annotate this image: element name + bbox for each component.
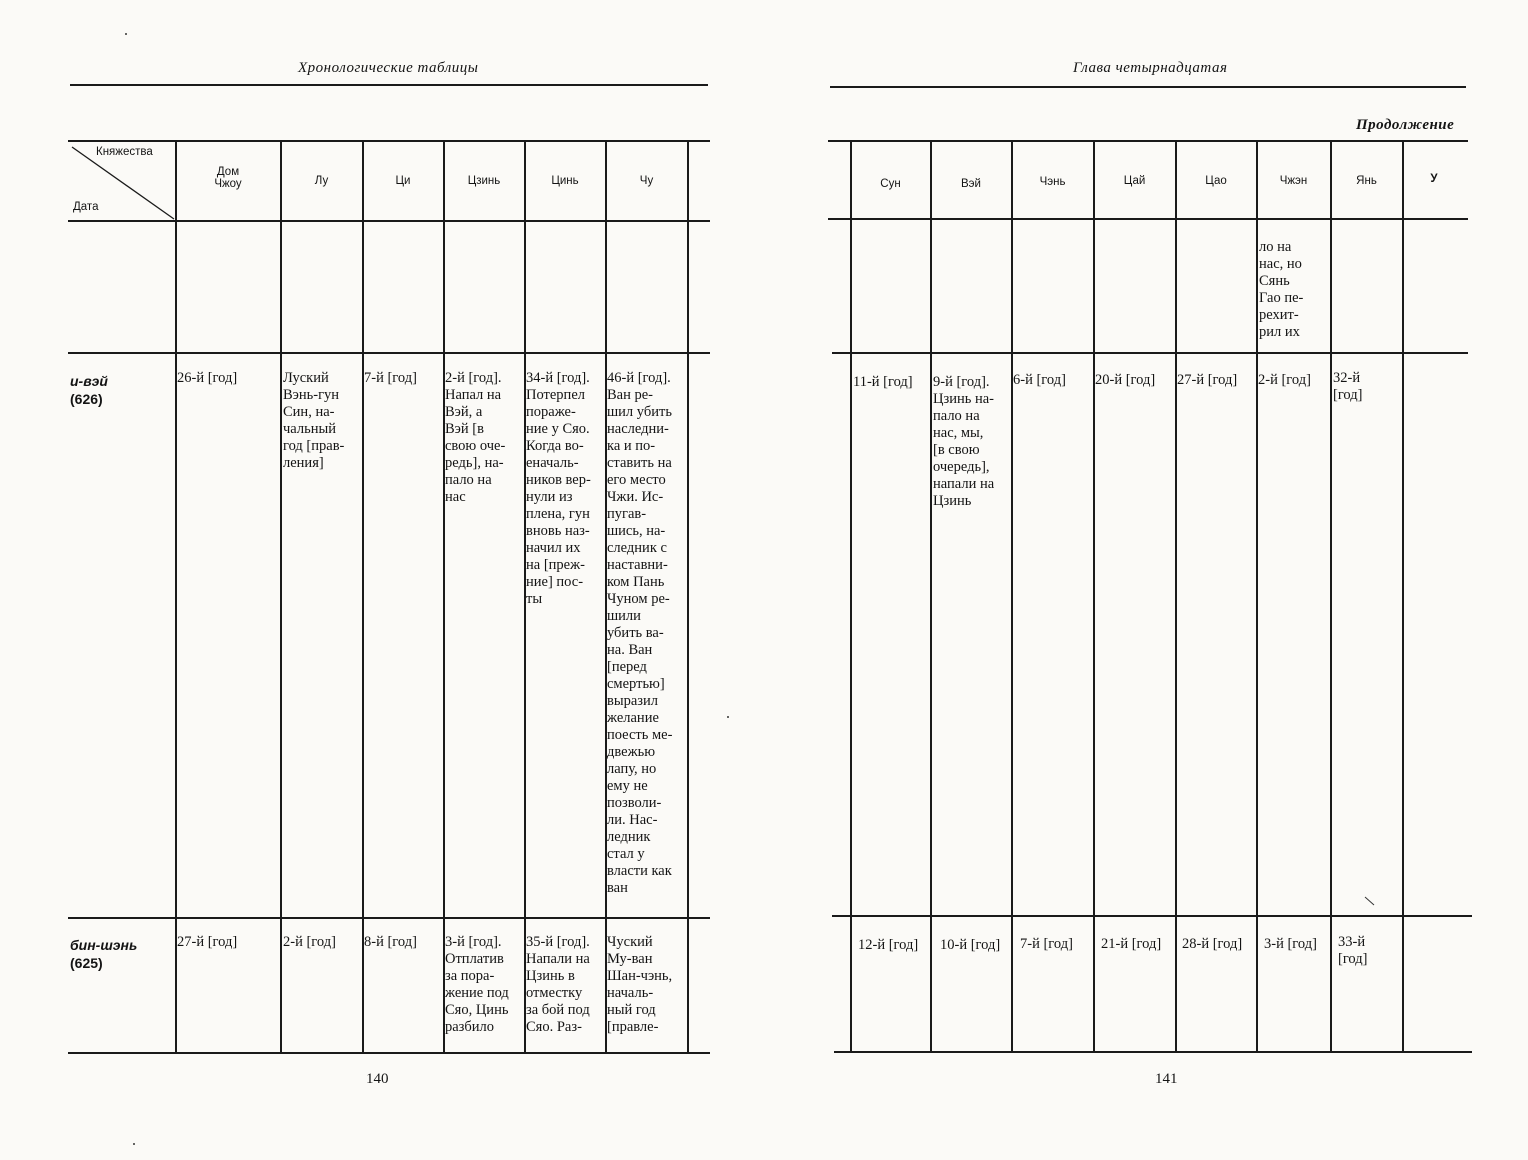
right-running-header: Глава четырнадцатая (1073, 60, 1228, 76)
cell-qi: 7-й [год] (364, 370, 417, 386)
date-year: (625) (70, 955, 103, 971)
left-col-rule (443, 142, 445, 1052)
left-col-rule (687, 142, 689, 1052)
left-header-rule (70, 84, 708, 86)
col-head-jin: Цзинь (467, 175, 501, 187)
right-col-rule (1256, 142, 1258, 1052)
cell-chen: 7-й [год] (1020, 936, 1073, 952)
left-table-bottom-rule (68, 1052, 710, 1054)
page-number: 140 (366, 1071, 389, 1087)
cell-song: 12-й [год] (858, 937, 919, 953)
right-col-rule (1093, 142, 1095, 1052)
left-col-rule (362, 142, 364, 1052)
left-col-rule (175, 142, 177, 1052)
col-head-lu: Лу (314, 175, 329, 187)
cell-cai: 20-й [год] (1095, 372, 1156, 388)
right-table-top-rule (828, 140, 1468, 142)
right-head-bottom-rule (828, 218, 1468, 220)
cell-cai: 21-й [год] (1101, 936, 1162, 952)
col-head-wei: Вэй (961, 178, 981, 190)
cell-qin: 35-й [год]. Напали на Цзинь в отместку за бой под Сяо. Раз- (526, 934, 590, 1035)
right-row-rule-2 (832, 915, 1472, 917)
date-cyclical-name: и-вэй (70, 373, 108, 389)
right-col-rule (1175, 142, 1177, 1052)
cell-chu: Чуский Му-ван Шан-чэнь, началь- ный год [правле- (607, 934, 673, 1035)
col-head-cai: Цай (1123, 175, 1146, 187)
print-speck (133, 1143, 135, 1145)
right-row-rule-1 (832, 352, 1468, 354)
print-speck (125, 33, 127, 35)
cell-jin: 2-й [год]. Напал на Вэй, а Вэй [в свою оче- редь], на- пало на нас (445, 370, 506, 505)
col-head-zheng: Чжэн (1279, 175, 1308, 187)
left-running-header: Хронологические таблицы (298, 60, 479, 76)
right-col-rule (1402, 142, 1404, 1052)
cell-qi: 8-й [год] (364, 934, 417, 950)
cell-jin: 3-й [год]. Отплатив за пора- жение под Сяо, Цинь разбило (445, 934, 509, 1035)
cell-chu: 46-й [год]. Ван ре- шил убить наследни- ка и по- ставить на его место Чжи. Ис- пугав- шись, на- следник с наставни- ком Пань Чуном ре- шили убить ва- на. Ван [перед смертью] выразил желание поесть ме- двежью лапу, но ему не позволи- ли. Нас- ледник стал у власти как ван (607, 370, 673, 896)
cell-zhou: 27-й [год] (177, 934, 238, 950)
col-head-chu: Чу (639, 175, 654, 187)
corner-label-principalities: Княжества (96, 146, 153, 158)
right-col-rule (930, 142, 932, 1052)
cell-lu: Луский Вэнь-гун Син, на- чальный год [прав- ления] (283, 370, 345, 471)
col-head-yan: Янь (1356, 175, 1377, 187)
right-col-rule (850, 142, 852, 1052)
left-row-rule-2 (68, 917, 710, 919)
row-date (70, 936, 137, 972)
cell-song: 11-й [год] (853, 374, 913, 390)
date-cyclical-name: бин-шэнь (70, 937, 138, 953)
cell-zheng: 2-й [год] (1258, 372, 1311, 388)
row-date (70, 372, 108, 408)
col-head-qin: Цинь (551, 175, 579, 187)
cell-wei: 9-й [год]. Цзинь на- пало на нас, мы, [в свою очередь], напали на Цзинь (933, 374, 995, 509)
left-row-rule-1 (68, 352, 710, 354)
cell-zheng-carryover: ло на нас, но Сянь Гао пе- рехит- рил их (1259, 239, 1304, 340)
cell-cao: 27-й [год] (1177, 372, 1238, 388)
cell-yan: 33-й [год] (1338, 934, 1368, 967)
left-col-rule (280, 142, 282, 1052)
right-col-rule (1011, 142, 1013, 1052)
cell-zheng: 3-й [год] (1264, 936, 1317, 952)
print-speck (727, 716, 729, 718)
continuation-label: Продолжение (1356, 117, 1455, 133)
right-col-rule (1330, 142, 1332, 1052)
col-head-qi: Ци (395, 175, 411, 187)
cell-zhou: 26-й [год] (177, 370, 238, 386)
right-header-rule (830, 86, 1466, 88)
cell-cao: 28-й [год] (1182, 936, 1243, 952)
date-year: (626) (70, 391, 103, 407)
page-number: 141 (1155, 1071, 1178, 1087)
corner-label-date: Дата (73, 201, 99, 213)
col-head-wu: У (1430, 173, 1438, 185)
cell-yan: 32-й [год] (1333, 370, 1363, 403)
col-head-song: Сун (880, 178, 901, 190)
col-head-cao: Цао (1205, 175, 1227, 187)
col-head-chen: Чэнь (1039, 176, 1066, 188)
cell-qin: 34-й [год]. Потерпел пораже- ние у Сяо. Когда во- еначаль- ников вер- нули из плена, гун вновь наз- начил их на [преж- ние] пос- ты (526, 370, 591, 607)
cell-chen: 6-й [год] (1013, 372, 1066, 388)
cell-wei: 10-й [год] (940, 937, 1001, 953)
cell-lu: 2-й [год] (283, 934, 336, 950)
col-head-zhou: Дом Чжоу (214, 166, 242, 190)
print-mark (1364, 896, 1376, 908)
